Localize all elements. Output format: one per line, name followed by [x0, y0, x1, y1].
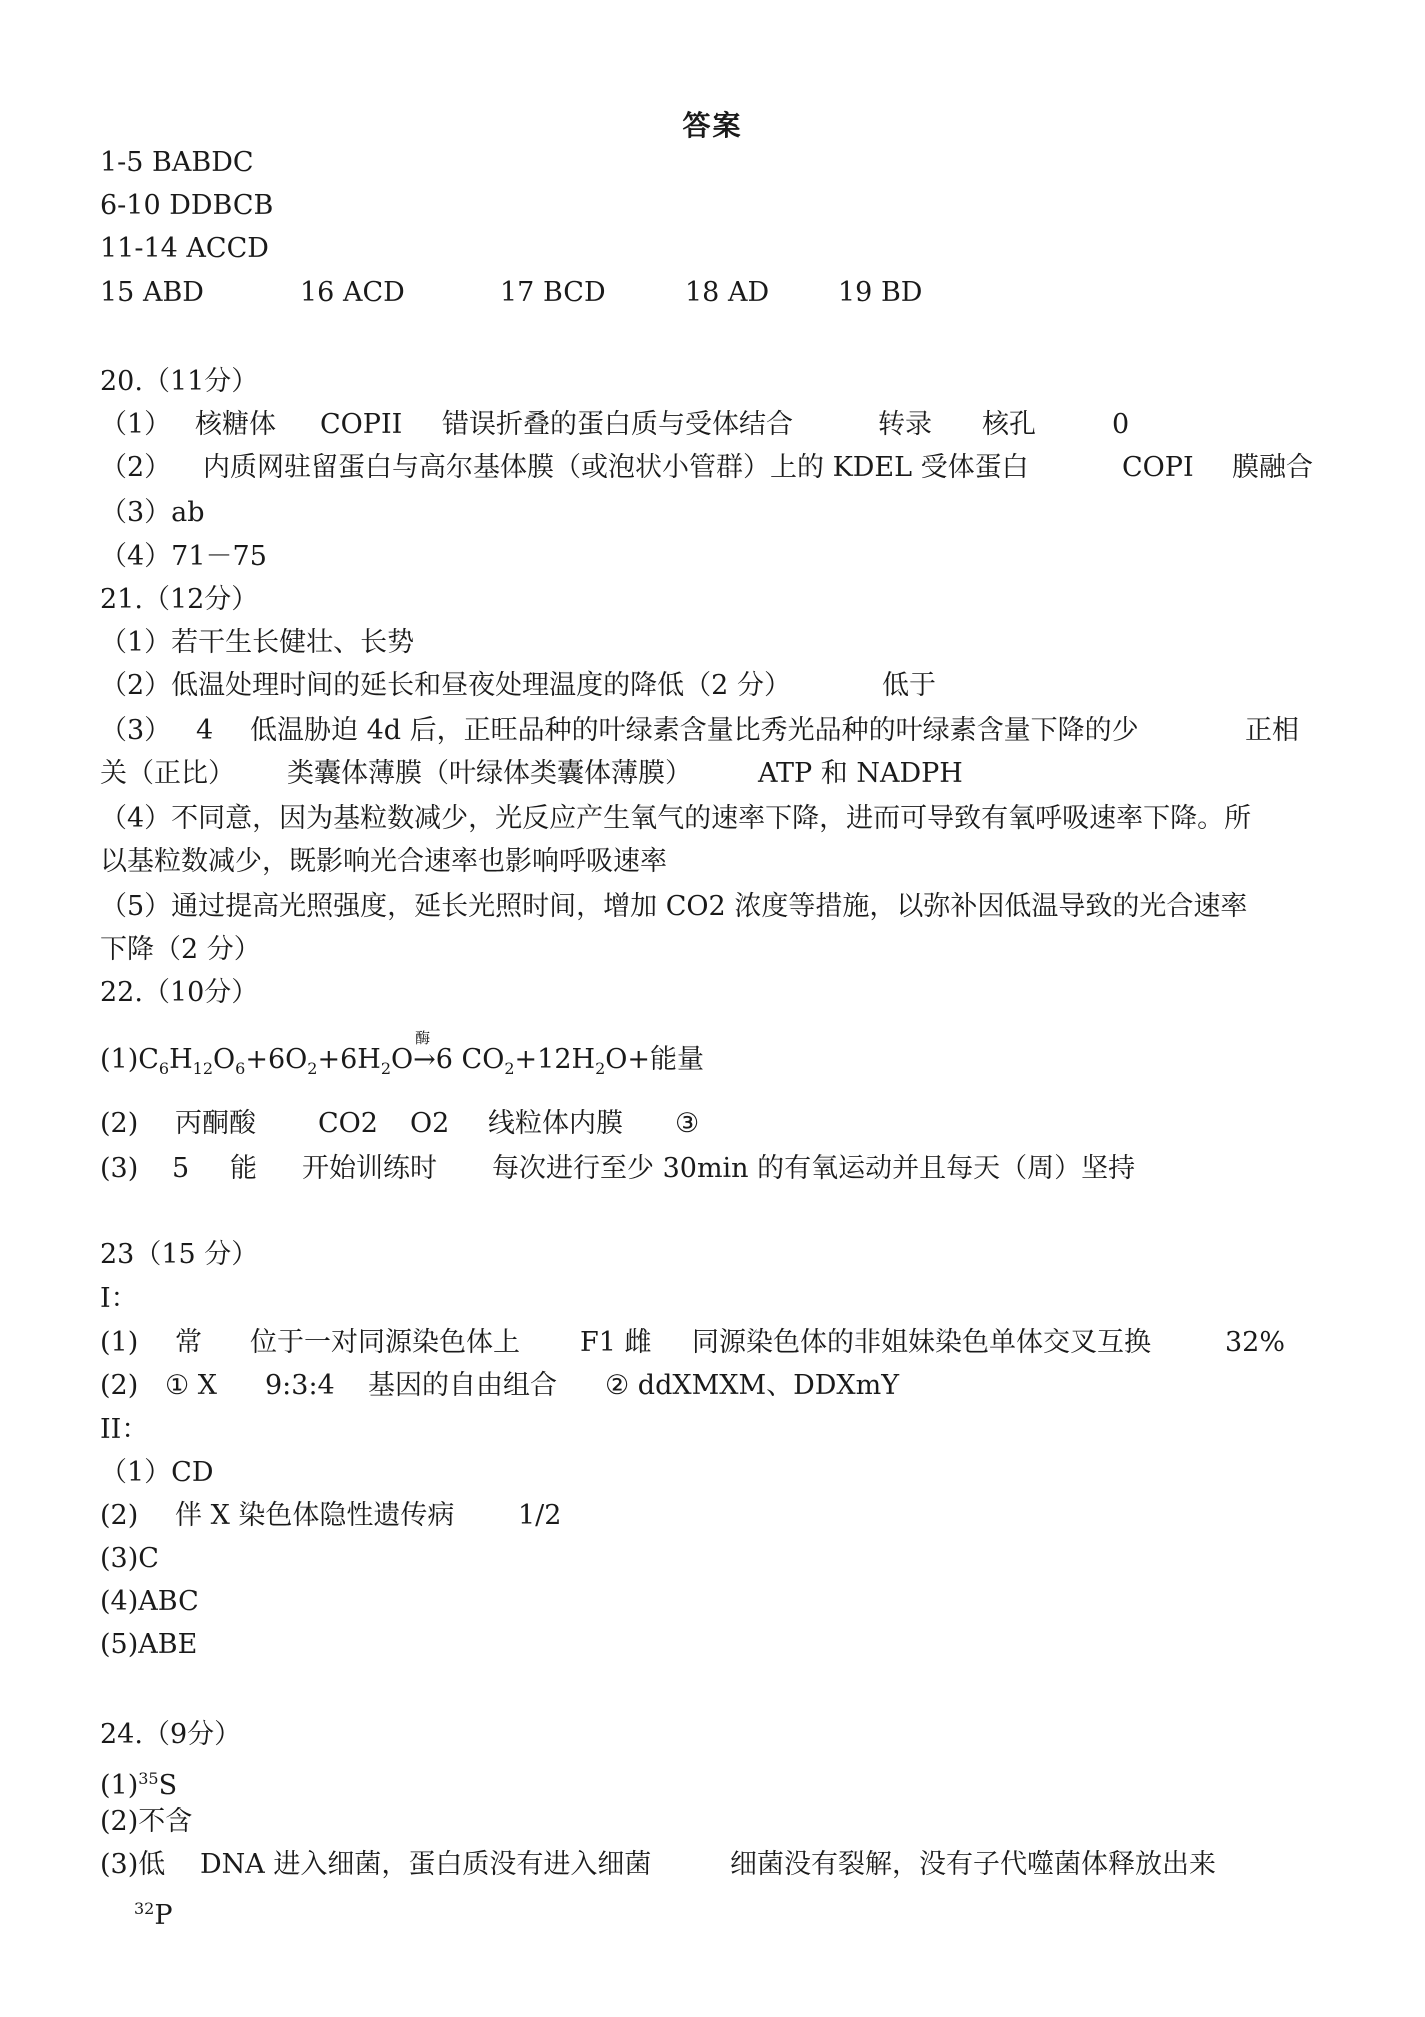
q23-part2-q5: (5)ABE: [100, 1629, 198, 1660]
q20-p1-d: 转录: [878, 409, 932, 440]
choice-answer-16: 16 ACD: [300, 277, 405, 308]
q24-p3-b: 细菌没有裂解，没有子代噬菌体释放出来: [730, 1849, 1216, 1880]
q24-p1: [100, 1762, 177, 1803]
q23-part2-q3: (3)C: [100, 1543, 159, 1574]
page-title: 答案: [682, 109, 743, 142]
q23-p1-c: F1 雌: [580, 1327, 652, 1358]
q20-p2-b: COPI: [1122, 452, 1194, 483]
q24-p2: (2)不含: [100, 1806, 193, 1837]
q21-p5-line1: （5）通过提高光照强度，延长光照时间，增加 CO2 浓度等措施，以弥补因低温导致的光合速率: [100, 891, 1248, 922]
q22-p3-b: 能: [230, 1153, 257, 1184]
q22-p2-d: 线粒体内膜: [488, 1108, 623, 1139]
q23-p2-b: 9:3:4: [265, 1370, 335, 1401]
q21-p3-b: 类囊体薄膜（叶绿体类囊体薄膜）: [287, 758, 692, 789]
choice-answer-18: 18 AD: [685, 277, 770, 308]
q20-p1-f: 0: [1112, 409, 1130, 440]
choice-answers-11-14: 11-14 ACCD: [100, 233, 269, 264]
q23-p1-a: 常: [175, 1327, 202, 1358]
enzyme-label: 酶: [415, 1029, 431, 1047]
choice-answer-17: 17 BCD: [500, 277, 606, 308]
q23-part2-q2-a: 伴 X 染色体隐性遗传病: [175, 1500, 455, 1531]
q22-p3-c: 开始训练时: [302, 1153, 437, 1184]
q24-p1-label: (1): [100, 1770, 139, 1801]
q21-p5-line2: 下降（2 分）: [100, 934, 261, 965]
q21-p3-rel2: 关（正比）: [100, 758, 235, 789]
q23-p1-d: 同源染色体的非姐妹染色单体交叉互换: [692, 1327, 1151, 1358]
q21-p3-label: （3）: [100, 715, 172, 746]
q23-p1-e: 32%: [1225, 1327, 1286, 1358]
q24-p4: [134, 1892, 173, 1933]
q21-p1: （1）若干生长健壮、长势: [100, 627, 415, 658]
q21-header: 21.（12分）: [100, 584, 259, 615]
q23-part2-q2-b: 1/2: [518, 1500, 562, 1531]
q21-p3-rel1: 正相: [1245, 715, 1299, 746]
q21-p3-num: 4: [196, 715, 214, 746]
q23-p1-label: (1): [100, 1327, 139, 1358]
q24-header: 24.（9分）: [100, 1719, 242, 1750]
q20-p2-c: 膜融合: [1232, 452, 1313, 483]
q23-p2-c: 基因的自由组合: [368, 1370, 557, 1401]
q20-p1-a: 核糖体: [195, 409, 276, 440]
isotope-mass-35: 35: [138, 1769, 159, 1788]
q22-header: 22.（10分）: [100, 977, 259, 1008]
q20-p1-label: （1）: [100, 409, 172, 440]
eq-tail: 能量: [650, 1044, 705, 1075]
choice-answers-1-5: 1-5 BABDC: [100, 147, 254, 178]
q24-p3-label: (3)低: [100, 1849, 166, 1880]
q21-p3-text: 低温胁迫 4d 后，正旺品种的叶绿素含量比秀光品种的叶绿素含量下降的少: [250, 715, 1139, 746]
q23-part2-q4: (4)ABC: [100, 1586, 199, 1617]
eq-label: (1): [100, 1044, 139, 1075]
respiration-equation: $(1)C_6H_{12}O_6+6O_2+6H_2O$ 酶 →6 $CO_2+12H_2O+$能量: [100, 1040, 704, 1089]
q20-header: 20.（11分）: [100, 366, 259, 397]
q23-part2-q1: （1）CD: [100, 1457, 214, 1488]
q24-p1-element: S: [158, 1770, 178, 1801]
q22-p3-label: (3): [100, 1153, 139, 1184]
reaction-arrow-icon: 酶 →: [413, 1040, 436, 1080]
q20-p3: （3）ab: [100, 497, 205, 528]
q22-p2-e: ③: [675, 1108, 700, 1139]
q23-p2-a: ① X: [165, 1370, 218, 1401]
q20-p1-b: COPII: [320, 409, 403, 440]
q22-p3-d: 每次进行至少 30min 的有氧运动并且每天（周）坚持: [492, 1153, 1136, 1184]
q22-p2-b: CO2: [318, 1108, 378, 1139]
q20-p2-label: （2）: [100, 452, 172, 483]
q20-p1-c: 错误折叠的蛋白质与受体结合: [442, 409, 793, 440]
q22-p3-a: 5: [172, 1153, 190, 1184]
q22-p2-a: 丙酮酸: [175, 1108, 256, 1139]
q23-header: 23（15 分）: [100, 1239, 259, 1270]
q21-p3-c: ATP 和 NADPH: [758, 758, 963, 789]
q23-p2-label: (2): [100, 1370, 139, 1401]
q23-part2-label: II：: [100, 1414, 149, 1445]
q20-p1-e: 核孔: [982, 409, 1036, 440]
q21-p2a: （2）低温处理时间的延长和昼夜处理温度的降低（2 分）: [100, 670, 791, 701]
q24-p4-element: P: [154, 1900, 173, 1931]
q23-p1-b: 位于一对同源染色体上: [250, 1327, 520, 1358]
q23-part2-q2-label: (2): [100, 1500, 139, 1531]
isotope-mass-32: 32: [134, 1899, 155, 1918]
q23-p2-d: ② ddXMXM、DDXmY: [605, 1370, 900, 1401]
choice-answers-6-10: 6-10 DDBCB: [100, 190, 274, 221]
q22-p2-c: O2: [410, 1108, 450, 1139]
q22-p2-label: (2): [100, 1108, 139, 1139]
q23-part1-label: I：: [100, 1283, 138, 1314]
q20-p2-a: 内质网驻留蛋白与高尔基体膜（或泡状小管群）上的 KDEL 受体蛋白: [203, 452, 1029, 483]
choice-answer-19: 19 BD: [838, 277, 923, 308]
q21-p2b: 低于: [882, 670, 936, 701]
q20-p4: （4）71－75: [100, 541, 267, 572]
q24-p3-a: DNA 进入细菌，蛋白质没有进入细菌: [200, 1849, 652, 1880]
choice-answer-15: 15 ABD: [100, 277, 204, 308]
q21-p4-line1: （4）不同意，因为基粒数减少，光反应产生氧气的速率下降，进而可导致有氧呼吸速率下降。所: [100, 803, 1252, 834]
q21-p4-line2: 以基粒数减少，既影响光合速率也影响呼吸速率: [100, 846, 667, 877]
